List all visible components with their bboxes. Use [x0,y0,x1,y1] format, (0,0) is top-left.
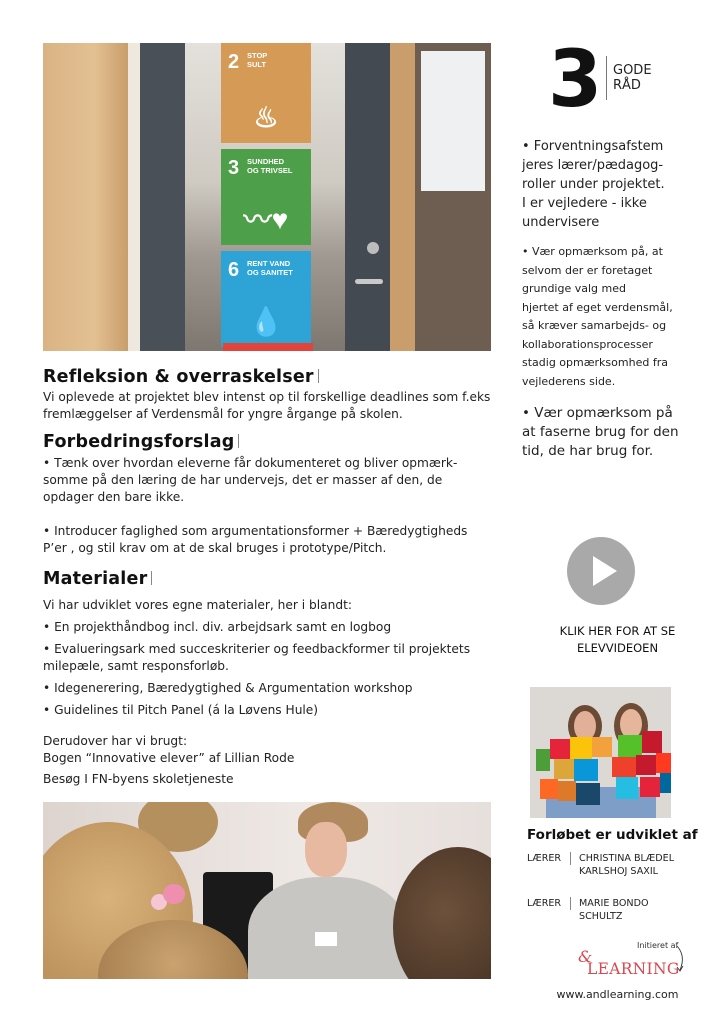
poster-title: SUNDHED OG TRIVSEL [247,157,293,175]
list-item: • En projekthåndbog incl. div. arbejdsark samt en logbog [43,620,392,634]
tip-item: • Vær opmærksom på at faserne brug for den tid, de har brug for. [522,405,679,459]
reflection-text: Vi oplevede at projektet blev intenst op til forskellige deadlines som f.eks fremlæggelser af Verdensmål for yngre årgange på skolen. [43,390,491,421]
credit-role: LÆRER [527,853,562,864]
materials-heading: Materialer [43,569,152,589]
list-item: • Evalueringsark med succeskriterier og feedbackformer til projektets [43,642,471,656]
credit-name: MARIE BONDO SCHULTZ [579,898,649,922]
tip-item: • Vær opmærksom på, at selvom der er foretaget grundige valg med hjertet af eget verdensmål, så kræver samarbejds- og kollaborationsprocesser stadig opmærksomhed fra vejlederens side. [522,245,673,388]
teachers-photo [530,687,671,818]
initiated-by-label: Initieret af [637,941,679,950]
reflection-heading: Refleksion & overraskelser [43,367,319,387]
tips-divider [606,56,607,100]
door-handle [355,279,383,284]
poster-title: STOP SULT [247,51,268,69]
sdg-poster-2 [221,43,311,143]
wood-frame [390,43,415,351]
door-frame-left [140,43,185,351]
heading-divider [151,571,152,585]
video-link[interactable]: KLIK HER FOR AT SE ELEVVIDEOEN [559,624,676,655]
water-glass-icon: 💧 [248,306,284,337]
play-video-button[interactable] [567,537,635,605]
improvement-item: • Tænk over hvordan eleverne får dokumenteret og bliver opmærk- somme på den læring de har undervejs, det er masser af den, de opdager den bare ikke. [43,456,458,504]
poster-number: 2 [228,51,240,73]
poster-title: RENT VAND OG SANITET [247,259,293,277]
credit-divider [570,897,571,910]
credits-heading: Forløbet er udviklet af [527,827,698,843]
poster-number: 3 [228,157,240,179]
materials-intro: Vi har udviklet vores egne materialer, her i blandt: [43,598,352,612]
poster-number: 6 [228,259,240,281]
materials-extra: Derudover har vi brugt: Bogen “Innovative elever” af Lillian Rode Besøg I FN-byens skoletjeneste [43,734,295,786]
tip-item: • Forventningsafstem jeres lærer/pædagog- roller under projektet. I er vejledere - ikke undervisere [522,139,665,230]
sdg-door-photo [43,43,491,351]
play-icon [593,556,617,586]
list-item: • Guidelines til Pitch Panel (á la Løvens Hule) [43,703,319,717]
credit-role: LÆRER [527,898,562,909]
sdg-poster-3 [221,149,311,245]
wood-wall [43,43,128,351]
students-photo [43,802,491,979]
notice-paper [421,51,485,191]
tips-number: 3 [548,35,601,125]
sdg-poster-partial [223,343,313,351]
heartbeat-icon: 〰♥ [243,204,289,235]
tips-heading: GODE RÅD [613,63,652,93]
door-lock [367,242,379,254]
list-item: • Idegenerering, Bæredygtighed & Argumentation workshop [43,681,413,695]
door-frame [128,43,140,351]
door-frame-right [345,43,390,351]
credit-divider [570,852,571,865]
bowl-icon: ♨ [253,102,279,133]
list-item: milepæle, samt responsforløb. [43,659,229,673]
heading-divider [318,369,319,383]
heading-divider [238,434,239,448]
sdg-poster-6 [221,251,311,347]
improvements-heading: Forbedringsforslag [43,432,239,452]
website-link[interactable]: www.andlearning.com [556,988,679,1001]
materials-list [43,619,503,724]
improvement-item: • Introducer faglighed som argumentationsformer + Bæredygtigheds P’er , og stil krav om at de skal bruges i prototype/Pitch. [43,524,468,555]
credit-name: CHRISTINA BLÆDEL KARLSHOJ SAXIL [579,853,675,877]
